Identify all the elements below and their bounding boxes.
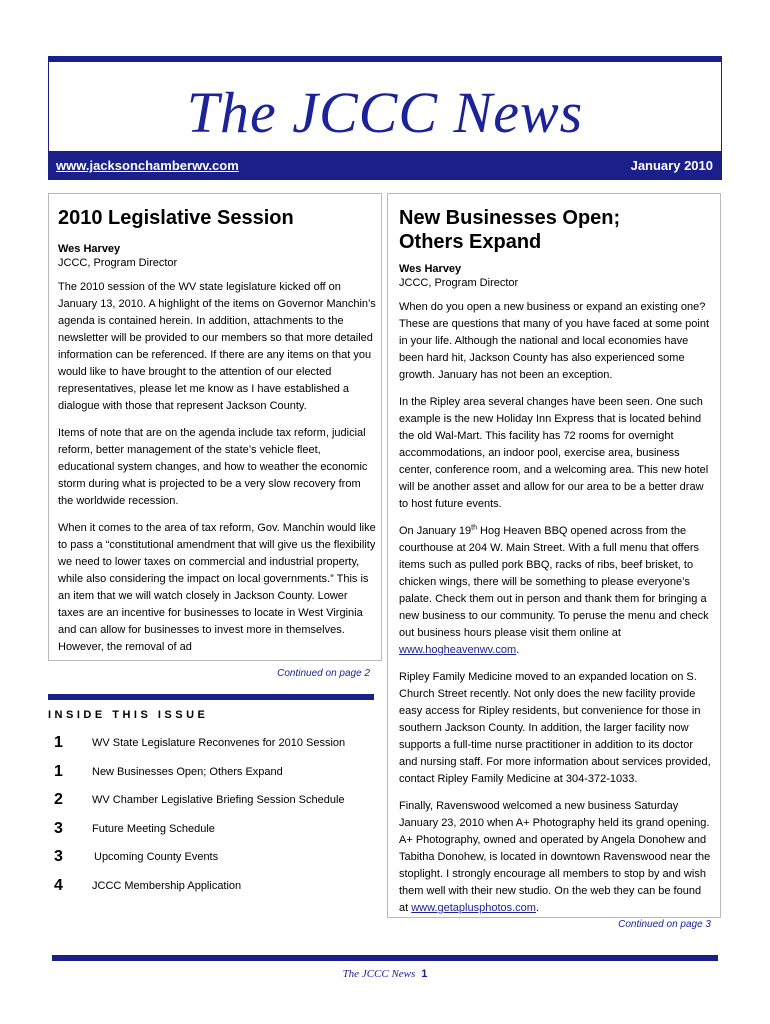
footer-bar <box>52 955 718 961</box>
page-number: 3 <box>54 819 63 837</box>
author-name: Wes Harvey <box>399 263 462 275</box>
list-item <box>48 877 374 906</box>
issue-list <box>48 734 374 905</box>
masthead-bar <box>49 151 721 179</box>
item-title: JCCC Membership Application <box>92 879 242 892</box>
headline-line-2: Others Expand <box>399 231 542 253</box>
item-title: New Businesses Open; Others Expand <box>92 765 283 778</box>
article-paragraph <box>399 523 713 659</box>
item-title: Upcoming County Events <box>94 851 219 863</box>
page-number: 1 <box>54 762 63 780</box>
paragraph-text: On January 19 <box>399 525 472 537</box>
issue-date: January 2010 <box>630 158 713 173</box>
paragraph-text: Finally, Ravenswood welcomed a new business Saturday January 23, 2010 when A+ Photography held its grand opening. A+ Photography, owned and operated by Angela Donohew and Tabitha Donohew, is located in downtown Ravenswood near the stoplight. I strongly encourage all members to stop by and wish them well with their new studio. On the web they can be found at <box>399 800 711 914</box>
paragraph-text: . <box>535 902 540 914</box>
ordinal-suffix: th <box>471 524 477 532</box>
newsletter-title: The JCCC News <box>186 80 584 145</box>
footer-newsletter-name: The JCCC News <box>342 968 416 980</box>
article-paragraph: In the Ripley area several changes have been seen. One such example is the new Holiday Inn Express that is located behind the old Wal-Mart. This facility has 72 rooms for overnight accommodations, an indoor pool, exercise area, business center, conference room, and a welcoming area. This new hotel will be another asset and allow for our area to be a better draw to host future events. <box>399 396 709 510</box>
list-item <box>48 791 374 820</box>
page-number: 4 <box>54 876 63 894</box>
page-number: 2 <box>54 791 63 808</box>
author-role: JCCC, Program Director <box>399 277 519 289</box>
aplus-photography-link[interactable]: www.getaplusphotos.com <box>411 902 536 914</box>
article-paragraph: When it comes to the area of tax reform, Gov. Manchin would like to pass a “constitutional amendment that will give us the flexibility we need to lower taxes on commercial and industrial property, while also considering the impact on local governments.” This is an item that we will watch closely in Jackson County. Lower taxes are an incentive for businesses to locate in West Virginia and can allow for businesses to invest more in themselves. However, the removal of ad <box>58 522 376 653</box>
article-paragraph: Ripley Family Medicine moved to an expanded location on S. Church Street recently. Not only does the new facility provide easy access for Ripley residents, but convenience for those in southern Jackson County. In addition, the larger facility now supports a full-time nurse practitioner in addition to its doctor and nursing staff. For more information about services provided, contact Ripley Family Medicine at 304-372-1033. <box>399 671 711 785</box>
hog-heaven-link[interactable]: www.hogheavenwv.com <box>399 644 517 656</box>
author-name: Wes Harvey <box>58 243 121 255</box>
list-item <box>48 820 374 849</box>
new-businesses-article <box>387 193 721 918</box>
website-link[interactable]: www.jacksonchamberwv.com <box>56 158 239 173</box>
footer-page-number: 1 <box>421 968 428 980</box>
article-paragraph: Items of note that are on the agenda include tax reform, judicial reform, better management of the state’s vehicle fleet, educational system changes, and how to weather the economic storm during what is projected to be a very slow recovery from the worldwide recession. <box>58 427 368 507</box>
page-number: 3 <box>54 848 63 865</box>
headline-line-1: New Businesses Open; <box>399 207 621 229</box>
article-paragraph: When do you open a new business or expand an existing one? These are questions that many of you have faced at some point in your life. Although the national and local economies have been hard hit, Jackson County has also experienced some growth. January has not been an exception. <box>399 301 710 381</box>
page-footer <box>0 968 770 980</box>
article-headline <box>399 206 713 254</box>
article-paragraph: The 2010 session of the WV state legislature kicked off on January 13, 2010. A highlight of the items on Governor Manchin’s agenda is contained herein. In addition, attachments to the newsletter will be provided to our members so that more detailed information can be referenced. If there are any items on that you would like to have brought to the attention of our elected representatives, please let me know as I have established a dialogue with those that represent Jackson County. <box>58 281 376 412</box>
item-title: WV Chamber Legislative Briefing Session Schedule <box>92 794 345 806</box>
continued-note: Continued on page 2 <box>277 668 370 679</box>
masthead <box>48 56 722 180</box>
list-item <box>48 848 374 877</box>
issue-heading: INSIDE THIS ISSUE <box>48 709 209 721</box>
inside-this-issue <box>48 694 374 914</box>
author-role: JCCC, Program Director <box>58 257 178 269</box>
section-bar <box>48 694 374 700</box>
article-paragraph <box>399 798 713 917</box>
article-headline: 2010 Legislative Session <box>58 207 294 229</box>
list-item <box>48 763 374 792</box>
item-title: WV State Legislature Reconvenes for 2010 Session <box>92 737 346 749</box>
item-title: Future Meeting Schedule <box>92 822 215 835</box>
continued-note: Continued on page 3 <box>618 919 711 930</box>
page-number: 1 <box>54 734 63 751</box>
paragraph-text: Hog Heaven BBQ opened across from the courthouse at 204 W. Main Street. With a full menu that offers items such as pulled pork BBQ, racks of ribs, beef brisket, to chicken wings, there will be something to please everyone’s palate. Check them out in person and thank them for bringing a new business to our community. To peruse the menu and check out business hours please visit them online at <box>399 525 709 639</box>
paragraph-text: . <box>516 644 520 656</box>
legislative-session-article <box>48 193 382 661</box>
list-item <box>48 734 374 763</box>
